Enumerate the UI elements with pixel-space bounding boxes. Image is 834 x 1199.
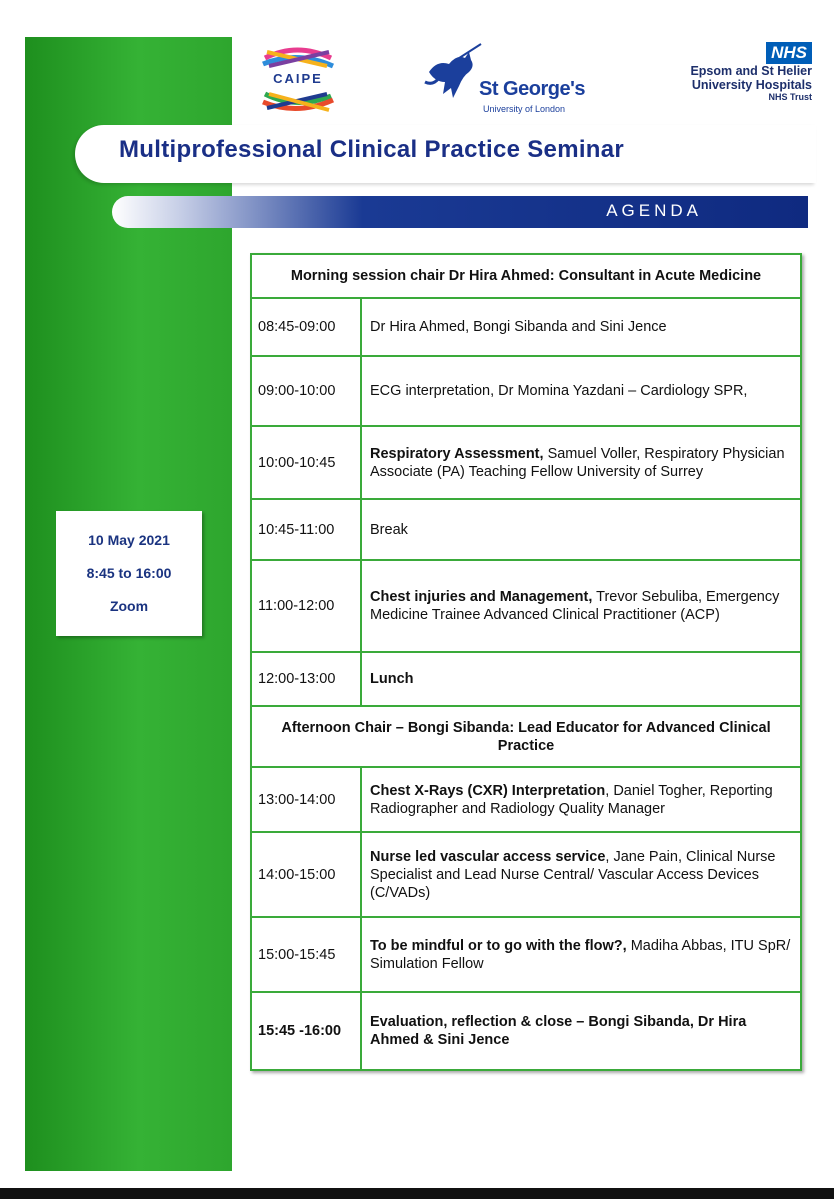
table-row — [251, 298, 801, 356]
session-time: 15:45 -16:00 — [251, 992, 361, 1070]
st-georges-name: St George's — [479, 78, 585, 100]
session-title: Chest X-Rays (CXR) Interpretation — [370, 782, 606, 799]
session-description — [361, 832, 801, 917]
nhs-org-line1: Epsom and St Helier — [690, 64, 812, 78]
event-time: 8:45 to 16:00 — [86, 565, 172, 581]
session-time: 08:45-09:00 — [251, 298, 361, 356]
table-row — [251, 992, 801, 1070]
session-title: Nurse led vascular access service — [370, 848, 606, 865]
session-description — [361, 652, 801, 706]
event-location: Zoom — [109, 598, 149, 614]
table-row — [251, 356, 801, 426]
session-header-row — [251, 706, 801, 767]
session-time: 10:00-10:45 — [251, 426, 361, 499]
session-detail: Samuel Voller, Respiratory Physician Associate (PA) Teaching Fellow University of Surrey — [370, 445, 785, 480]
st-georges-logo — [423, 42, 593, 120]
nhs-logo — [660, 42, 812, 114]
table-row — [251, 560, 801, 652]
session-title: Respiratory Assessment, — [370, 445, 544, 462]
st-georges-subtitle: University of London — [483, 104, 566, 114]
table-row — [251, 767, 801, 832]
caipe-wordmark: CAIPE — [273, 71, 323, 86]
session-detail: , Daniel Togher, Reporting Radiographer and Radiology Quality Manager — [370, 782, 773, 817]
table-row — [251, 499, 801, 560]
page-title: Multiprofessional Clinical Practice Seminar — [119, 136, 625, 163]
agenda-table — [250, 253, 802, 1071]
session-time: 11:00-12:00 — [251, 560, 361, 652]
morning-session-header: Morning session chair Dr Hira Ahmed: Consultant in Acute Medicine — [251, 254, 801, 298]
session-description — [361, 767, 801, 832]
agenda-banner — [112, 196, 808, 228]
session-description — [361, 499, 801, 560]
session-title: Chest injuries and Management, — [370, 589, 593, 605]
session-detail: Trevor Sebuliba, Emergency Medicine Trainee Advanced Clinical Practitioner (ACP) — [370, 589, 780, 623]
nhs-badge: NHS — [766, 42, 812, 64]
table-row — [251, 832, 801, 917]
session-detail: Madiha Abbas, ITU SpR/ Simulation Fellow — [370, 937, 791, 972]
session-detail: Dr Hira Ahmed, Bongi Sibanda and Sini Jence — [370, 319, 667, 335]
session-description — [361, 298, 801, 356]
session-description — [361, 560, 801, 652]
agenda-label: AGENDA — [606, 201, 702, 220]
event-info-box — [56, 511, 202, 636]
session-title: Lunch — [370, 671, 414, 687]
session-time: 15:00-15:45 — [251, 917, 361, 992]
bottom-edge — [0, 1188, 834, 1199]
session-description — [361, 992, 801, 1070]
afternoon-session-header: Afternoon Chair – Bongi Sibanda: Lead Educator for Advanced Clinical Practice — [251, 706, 801, 767]
session-header-row — [251, 254, 801, 298]
table-row — [251, 652, 801, 706]
session-detail: , Jane Pain, Clinical Nurse Specialist and Lead Nurse Central/ Vascular Access Devices (C/VADs) — [370, 848, 776, 901]
session-description — [361, 917, 801, 992]
session-detail: Break — [370, 521, 408, 538]
table-row — [251, 426, 801, 499]
session-time: 09:00-10:00 — [251, 356, 361, 426]
session-title: To be mindful or to go with the flow?, — [370, 937, 627, 954]
nhs-org-line2: University Hospitals — [691, 78, 812, 92]
session-title: Evaluation, reflection & close – Bongi Sibanda, Dr Hira Ahmed & Sini Jence — [370, 1014, 747, 1048]
session-detail: ECG interpretation, Dr Momina Yazdani – Cardiology SPR, — [370, 383, 748, 399]
session-description — [361, 356, 801, 426]
caipe-logo — [257, 44, 339, 118]
session-time: 14:00-15:00 — [251, 832, 361, 917]
event-date: 10 May 2021 — [88, 532, 170, 548]
session-time: 13:00-14:00 — [251, 767, 361, 832]
session-time: 12:00-13:00 — [251, 652, 361, 706]
horse-rider-icon — [423, 42, 483, 102]
nhs-trust-label: NHS Trust — [768, 92, 812, 102]
session-description — [361, 426, 801, 499]
table-row — [251, 917, 801, 992]
session-time: 10:45-11:00 — [251, 499, 361, 560]
